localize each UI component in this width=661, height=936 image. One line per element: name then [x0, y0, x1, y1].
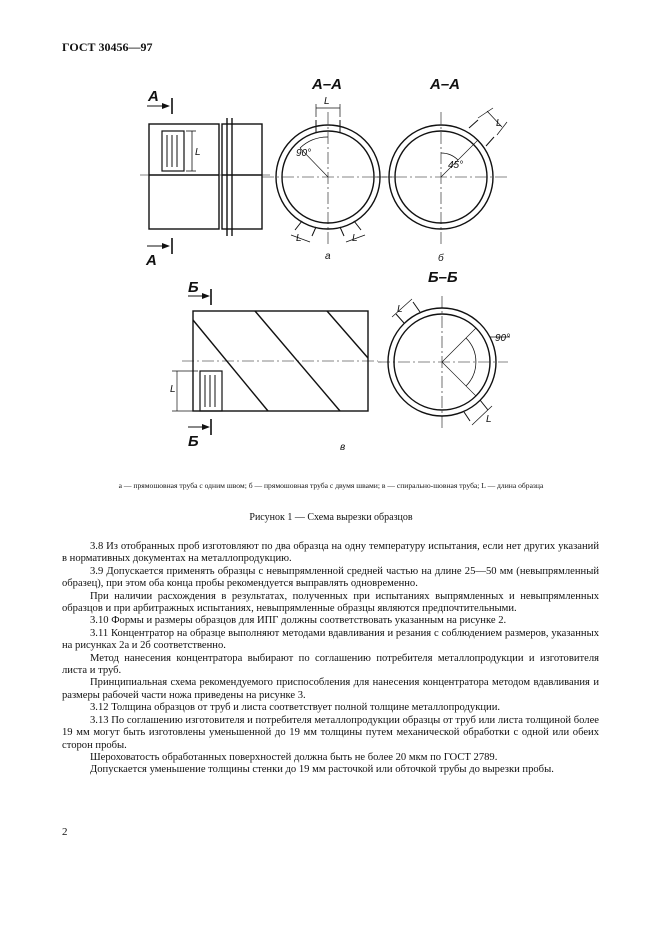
dim-l-right: L: [352, 233, 358, 244]
paragraph: 3.8 Из отобранных проб изготовляют по два образца на одну температуру испытания, если нет других указаний в нормативных документах на металлопродукцию.: [62, 541, 599, 565]
paragraph: 3.12 Толщина образцов от труб и листа соответствует полной толщине металлопродукции.: [90, 702, 501, 714]
dim-l-v-top: L: [397, 304, 403, 315]
spiral-tube-side-view: [172, 289, 378, 435]
section-a-circle: [262, 104, 394, 245]
section-b-circle: [375, 108, 507, 245]
figure-label-b: б: [438, 253, 444, 264]
angle-90-v: 90°: [495, 333, 511, 344]
figure-caption: Рисунок 1 — Схема вырезки образцов: [249, 512, 413, 523]
paragraph: 3.11 Концентратор на образце выполняют методами вдавливания и резания с соблюдением размеров, указанных на рисунках 2а и 2б соответственно.: [62, 627, 599, 652]
dim-l-left: L: [296, 233, 302, 244]
section-title-b: Б–Б: [428, 269, 458, 286]
section-arrow-label-b-bottom: Б: [188, 433, 199, 450]
section-arrow-label-a-bottom: А: [146, 252, 157, 269]
section-title-a-2: А–А: [430, 76, 461, 93]
paragraph: 3.13 По соглашению изготовителя и потребителя металлопродукции образцы от труб или листа толщиной более 19 мм могут быть изготовлены уменьшенной до 19 мм толщины путем механической обработки с одной или обеих сторон пробы.: [62, 714, 599, 751]
document-header: ГОСТ 30456—97: [62, 40, 153, 54]
section-title-a: А–А: [312, 76, 343, 93]
tube-side-view: [140, 98, 270, 254]
dim-l-b: L: [496, 118, 502, 129]
dim-l-v: L: [170, 384, 176, 395]
paragraph: При наличии расхождения в результатах, полученных при испытаниях выпрямленных и невыпрямленных образцов и при арбитражных испытаниях, невыпрямленные образцы являются предпочтительными.: [62, 590, 599, 615]
page-number: 2: [62, 826, 68, 838]
paragraph: Шероховатость обработанных поверхностей должна быть не более 20 мкм по ГОСТ 2789.: [90, 751, 498, 763]
section-arrow-label-a-top: А: [148, 88, 159, 105]
figure-legend: а — прямошовная труба с одним швом; б — прямошовная труба с двумя швами; в — спирально-шовная труба; L — длина образца: [118, 481, 544, 490]
section-arrow-label-b-top: Б: [188, 279, 199, 296]
paragraph: Метод нанесения концентратора выбирают по соглашению потребителя металлопродукции и изготовителя листа и труб.: [62, 652, 599, 677]
paragraph: Принципиальная схема рекомендуемого приспособления для нанесения концентратора методом вдавливания и размеры рабочей части ножа приведены на рисунке 3.: [62, 677, 599, 701]
paragraph: 3.10 Формы и размеры образцов для ИПГ должны соответствовать указанным на рисунке 2.: [90, 615, 507, 627]
paragraph: 3.9 Допускается применять образцы с невыпрямленной средней частью на длине 25—50 мм (невыпрямленный образец), при этом оба конца пробы рекомендуется выправлять одновременно.: [62, 565, 599, 590]
dim-l-a: L: [195, 147, 201, 158]
section-v-circle: [378, 296, 510, 428]
paragraph: Допускается уменьшение толщины стенки до 19 мм расточкой или обточкой трубы до вырезки пробы.: [90, 764, 554, 776]
angle-45-b: 45°: [448, 160, 464, 171]
angle-90-a: 90°: [296, 148, 312, 159]
body-text: [62, 541, 599, 777]
figure-label-a: а: [325, 251, 331, 262]
figure-label-v: в: [340, 442, 346, 453]
dim-l-v-bottom: L: [486, 414, 492, 425]
dim-l-top: L: [324, 96, 330, 107]
